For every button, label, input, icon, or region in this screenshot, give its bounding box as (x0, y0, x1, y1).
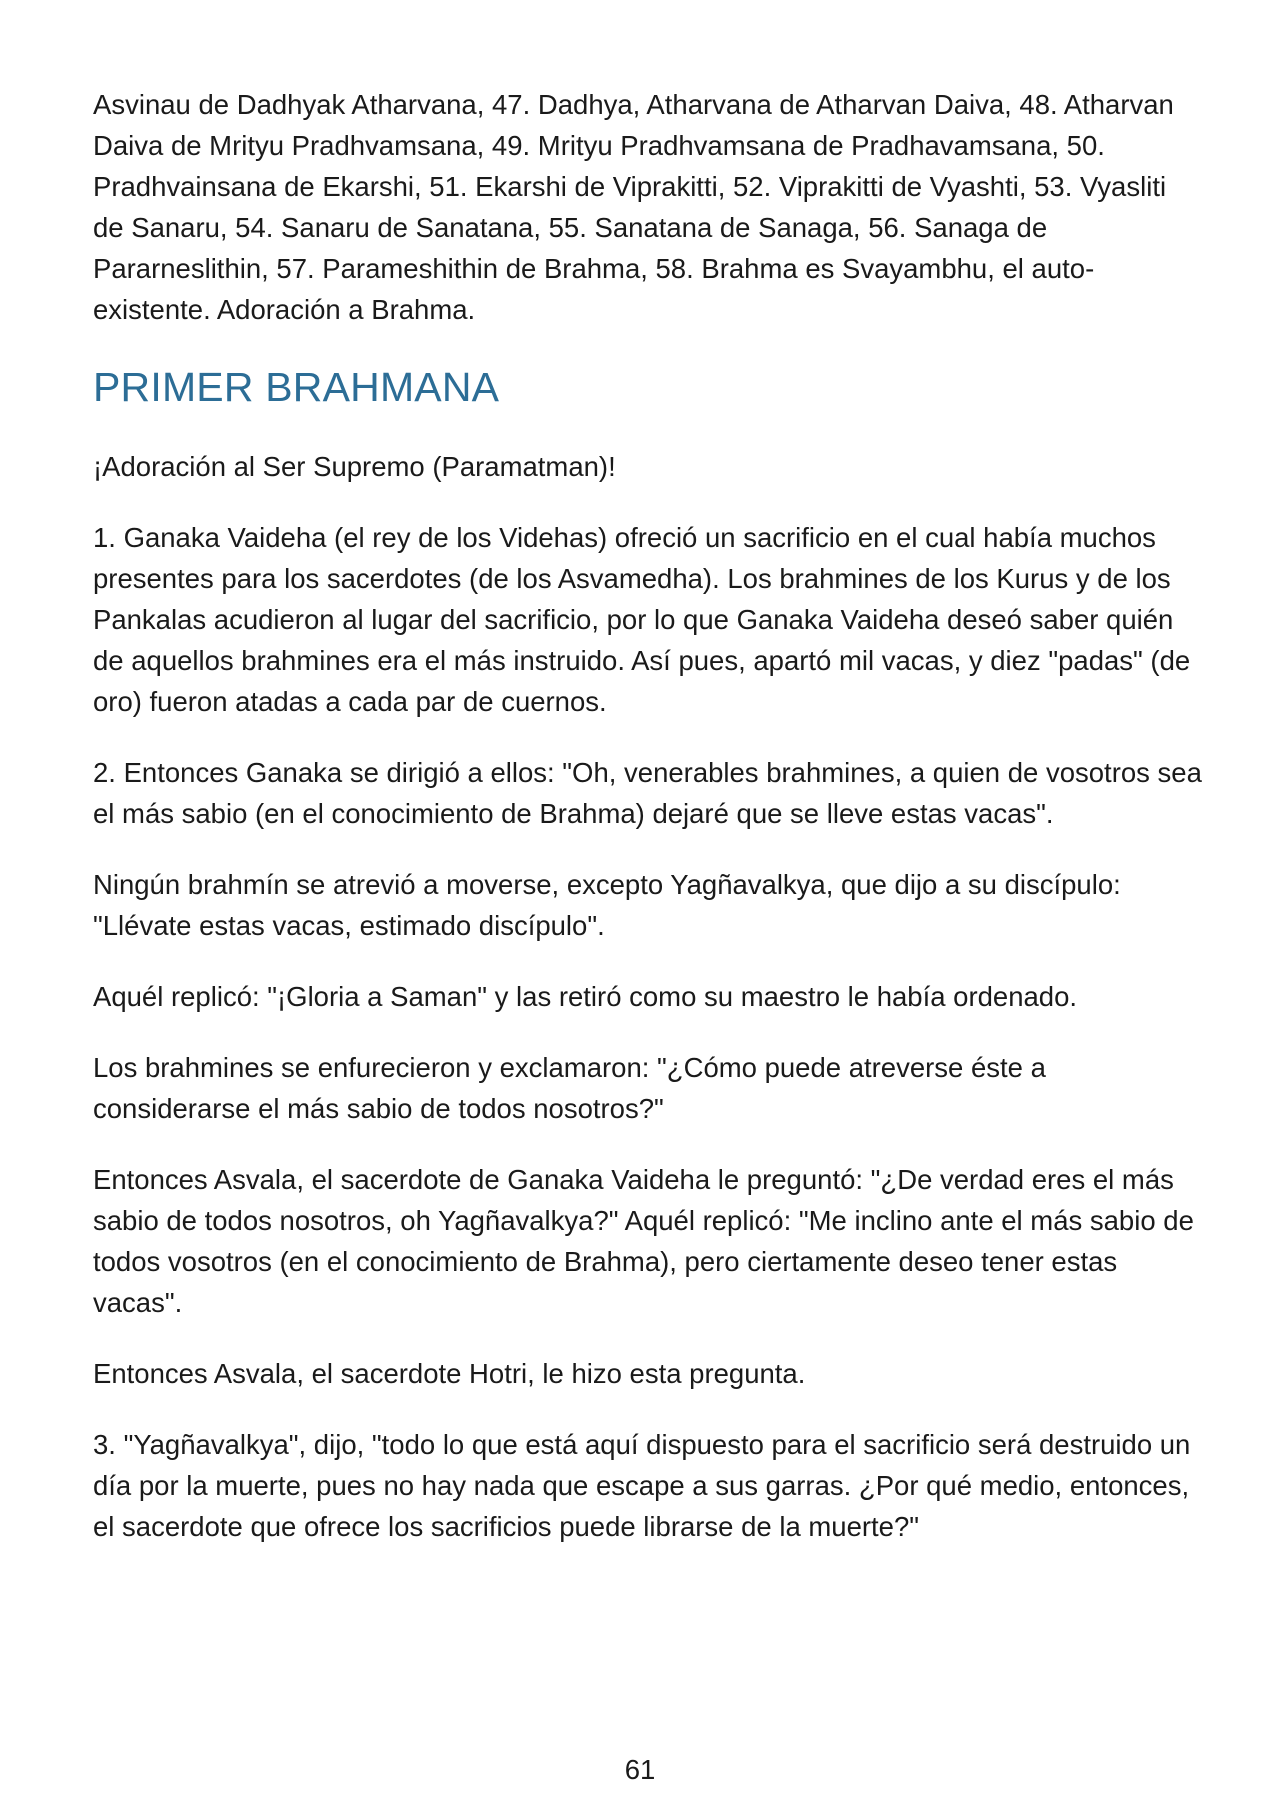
paragraph-yagnavalkya: Ningún brahmín se atrevió a moverse, excepto Yagñavalkya, que dijo a su discípulo: "Llévate estas vacas, estimado discípulo". (93, 869, 1121, 941)
paragraph-asvala-question: Entonces Asvala, el sacerdote de Ganaka Vaideha le preguntó: "¿De verdad eres el más sabio de todos nosotros, oh Yagñavalkya?" Aquél replicó: "Me inclino ante el más sabio de todos vosotros (en el conocimiento de Brahma), pero ciertamente deseo tener estas vacas". (93, 1164, 1194, 1318)
paragraph-verse-1: 1. Ganaka Vaideha (el rey de los Videhas) ofreció un sacrificio en el cual había muchos presentes para los sacerdotes (de los Asvamedha). Los brahmines de los Kurus y de los Pankalas acudieron al lugar del sacrificio, por lo que Ganaka Vaideha deseó saber quién de aquellos brahmines era el más instruido. Así pues, apartó mil vacas, y diez "padas" (de oro) fueron atadas a cada par de cuernos. (93, 522, 1191, 717)
section-title: PRIMER BRAHMANA (93, 364, 500, 410)
paragraph-verse-2: 2. Entonces Ganaka se dirigió a ellos: "Oh, venerables brahmines, a quien de vosotros sea el más sabio (en el conocimiento de Brahma) dejaré que se lleve estas vacas". (93, 757, 1202, 829)
paragraph-disciple-reply: Aquél replicó: "¡Gloria a Saman" y las retiró como su maestro le había ordenado. (93, 981, 1078, 1012)
intro-paragraph: Asvinau de Dadhyak Atharvana, 47. Dadhya, Atharvana de Atharvan Daiva, 48. Atharvan Daiva de Mrityu Pradhvamsana, 49. Mrityu Pradhvamsana de Pradhavamsana, 50. Pradhvainsana de Ekarshi, 51. Ekarshi de Viprakitti, 52. Viprakitti de Vyashti, 53. Vyasliti de Sanaru, 54. Sanaru de Sanatana, 55. Sanatana de Sanaga, 56. Sanaga de Pararneslithin, 57. Parameshithin de Brahma, 58. Brahma es Svayambhu, el auto-existente. Adoración a Brahma. (93, 89, 1174, 325)
paragraph-asvala-hotri: Entonces Asvala, el sacerdote Hotri, le hizo esta pregunta. (93, 1358, 806, 1389)
page-number: 61 (624, 1754, 656, 1785)
paragraph-invocation: ¡Adoración al Ser Supremo (Paramatman)! (93, 451, 616, 482)
page-content (93, 84, 1203, 1577)
paragraph-verse-3: 3. "Yagñavalkya", dijo, "todo lo que está aquí dispuesto para el sacrificio será destruido un día por la muerte, pues no hay nada que escape a sus garras. ¿Por qué medio, entonces, el sacerdote que ofrece los sacrificios puede librarse de la muerte?" (93, 1429, 1191, 1542)
paragraph-brahmins-anger: Los brahmines se enfurecieron y exclamaron: "¿Cómo puede atreverse éste a considerarse el más sabio de todos nosotros?" (93, 1052, 1046, 1124)
